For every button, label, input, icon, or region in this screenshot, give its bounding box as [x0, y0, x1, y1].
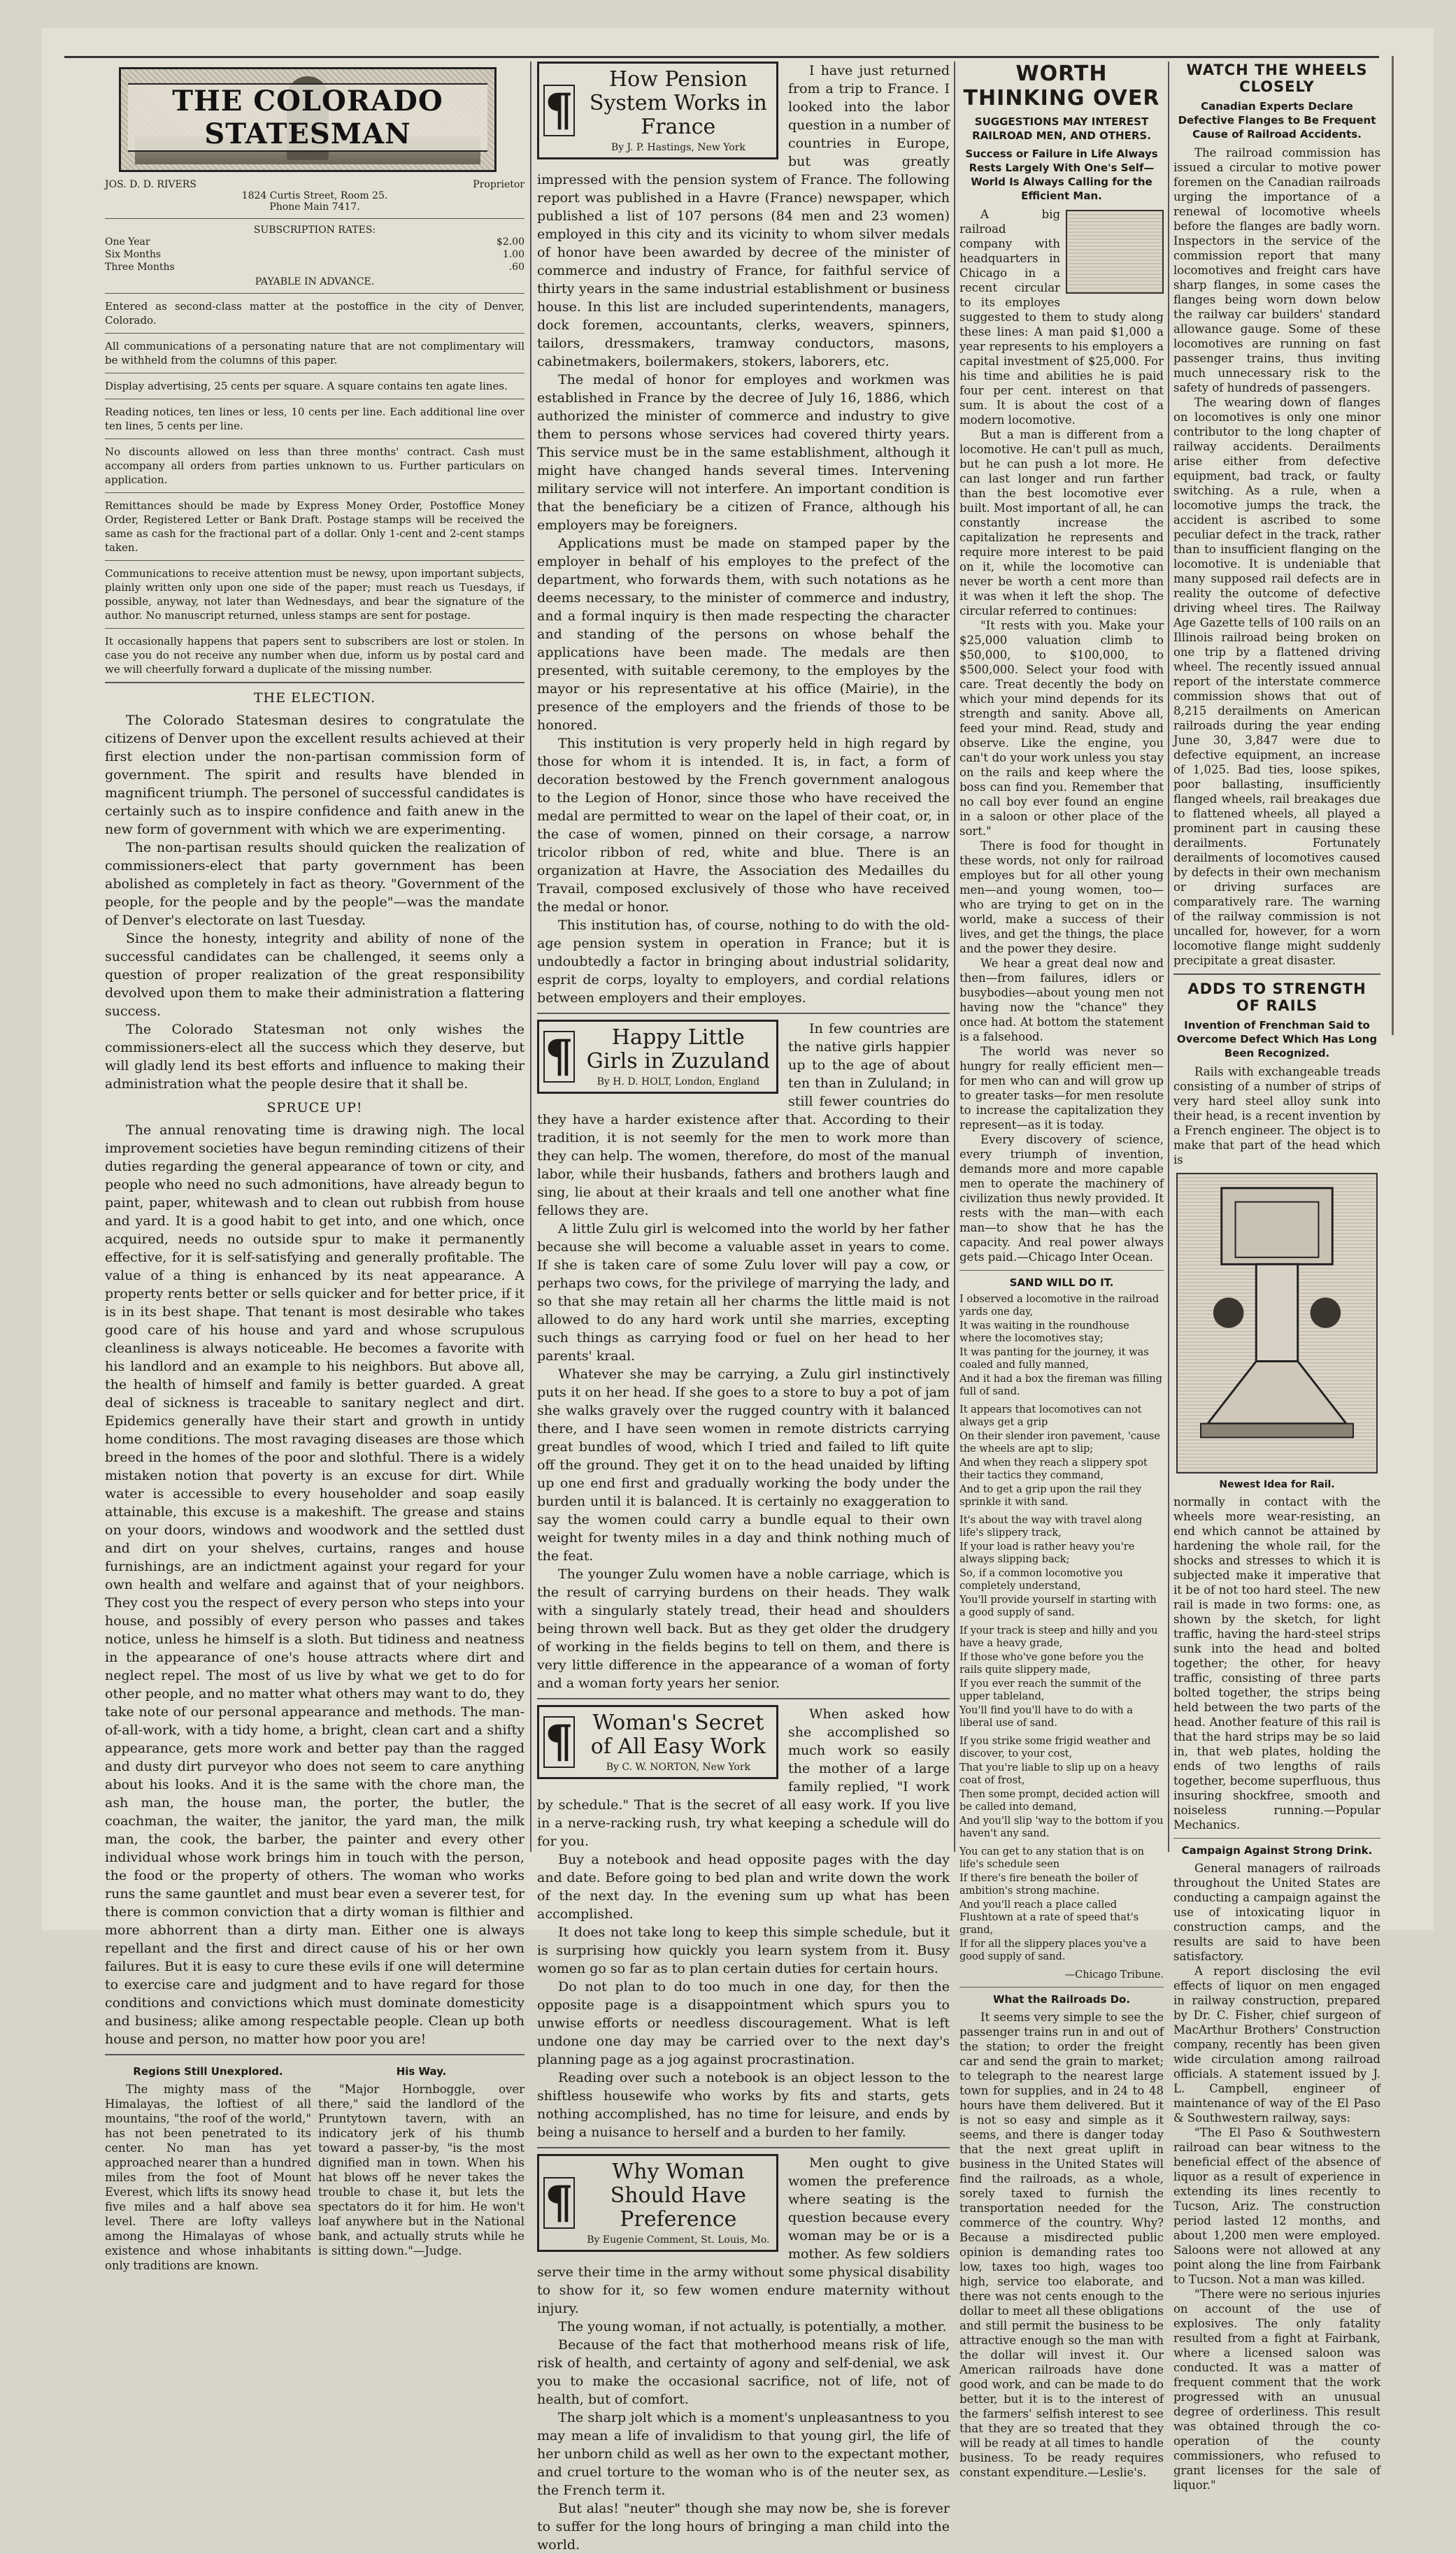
regions-text: The mighty mass of the Himalayas, the loftiest of all mountains, "the roof of the world," has not been penetrated to its center. No man has yet approached nearer than a hundred miles from the foot of Mount Everest, which lifts its snowy head five miles and a half above sea level. There are lofty valleys among the Himalayas of whose existence and whose inhabitants only traditions are known.: [105, 2083, 311, 2272]
preference-title: Why Woman Should Have Preference: [610, 2160, 747, 2232]
poem-line: If for all the slippery places you've a good supply of sand.: [959, 1939, 1147, 1962]
wheels-sub: Canadian Experts Declare Defective Flanges to Be Frequent Cause of Railroad Accidents.: [1178, 100, 1376, 141]
top-rule: [64, 56, 1379, 58]
column-worth: [959, 62, 1164, 2479]
divider: [105, 218, 524, 219]
worth-sub1: SUGGESTIONS MAY INTEREST RAILROAD MEN, AND OTHERS.: [972, 115, 1151, 142]
column-masthead: [105, 62, 524, 2272]
subscription-heading: SUBSCRIPTION RATES:: [253, 224, 376, 236]
preference-paragraph: The sharp jolt which is a moment's unpleasantness to you may mean a life of invalidism to that young girl, the life of her unborn child as well as her own to the expectant mother, and cruel torture to the woman who is of the neuter sex, as the French term it.: [537, 2410, 950, 2498]
drink-paragraph: "The El Paso & Southwestern railroad can bear witness to the beneficial effect of the absence of liquor as a result of experience in extending its lines recently to Tucson, Ariz. The construction period lasted 12 months, and about 1,200 men were employed. Saloons were not allowed at any point along the line from Fairbank to Tucson. Not a man was killed.: [1173, 2126, 1380, 2286]
poem-line: If those who've gone before you the rails quite slippery made,: [959, 1652, 1144, 1676]
publisher-role: Proprietor: [473, 179, 524, 190]
secret-paragraph: It does not take long to keep this simple schedule, but it is surprising how quickly you learn system from it. Busy women go so far as to plan certain duties for certain hours.: [537, 1925, 950, 1976]
election-paragraph: The Colorado Statesman desires to congratulate the citizens of Denver upon the excellent results achieved at their first election under the non-partisan commission form of government. The spirit and results have blended in magnificent triumph. The personel of successful candidates is certainly such as to inspire confidence and faith anew in the new form of government with which we are experimenting.: [105, 713, 524, 837]
zulu-headbox: [537, 1020, 778, 1094]
rail-caption: Newest Idea for Rail.: [1219, 1479, 1335, 1490]
wheels-paragraph: The wearing down of flanges on locomotives is only one minor contributor to the long chapter of railway accidents. Derailments arise either from defective equipment, bad track, or faulty switching. As a rule, when a locomotive jumps the track, the accident is ascribed to some peculiar defect in the track, rather than to insufficient flanging on the locomotive. It is undeniable that many supposed rail defects are in reality the outcome of defective driving wheel tires. The Railway Age Gazette tells of 100 rails on an Illinois railroad being broken on one trip by a flattened driving wheel. The recently issued annual report of the interstate commerce commission shows that out of 8,215 derailments on American railroads during the year ending June 30, 3,847 were due to defective equipment, an increase of 1,025. Bad ties, loose spikes, poor ballasting, insufficiently flanged wheels, rail breakages due to flattened wheels, all played a prominent part in causing these derailments. Fortunately derailments of locomotives caused by defects in their own mechanism or driving surfaces are comparatively rare. The warning of the railway commission is not uncalled for, however, for a worn locomotive flange might suddenly precipitate a great disaster.: [1173, 396, 1380, 967]
sand-heading: SAND WILL DO IT.: [1009, 1276, 1114, 1289]
poem-line: If your load is rather heavy you're always slipping back;: [959, 1541, 1135, 1565]
secret-byline: By C. W. NORTON, New York: [606, 1762, 750, 1773]
page-fold-edge: [1392, 56, 1413, 1035]
payable-notice: PAYABLE IN ADVANCE.: [255, 276, 375, 287]
worth-paragraph: Every discovery of science, every triumph of invention, demands more and more capable men to operate the machinery of civilization thus newly provided. It rests with the man—with each man—to show that he has the capacity. And real power always gets paid.—Chicago Inter Ocean.: [959, 1133, 1164, 1264]
wheels-title: WATCH THE WHEELS CLOSELY: [1186, 62, 1368, 95]
spruce-paragraph: The annual renovating time is drawing nigh. The local improvement societies have begun reminding citizens of their duties regarding the general appearance of town or city, and people who need no such admonitions, have already begun to paint, paper, whitewash and to clean out rubbish from house and yard. It is a good habit to get into, and one which, once acquired, needs no outside spur to make it permanently effective, for it is self-satisfying and generally profitable. The value of a thing is enhanced by its neat appearance. A property rents better or sells quicker and for better price, if it is in its best shape. That tenant is most desirable who takes good care of his house and yard and whose scrupulous cleanliness is always noticeable. He becomes a favorite with his landlord and an example to his neighbors. But above all, the health of himself and family is better guarded. A great deal of sickness is traceable to sanitary neglect and dirt. Epidemics generally have their start and growth in untidy home conditions. The most ravaging diseases are those which breed in the homes of the poor and slothful. There is a widely mistaken notion that poverty is an excuse for dirt. While water is accessible to every householder and soap easily attainable, this excuse is a makeshift. The grease and stains on your doors, windows and woodwork and the settled dust and dirt on your shelves, curtains, ranges and house furnishings, are an indictment against your regard for your own health and welfare and against that of your neighbors. They cost you the respect of every person who steps into your house, and possibly of every person who passes and takes notice, unless he himself is a sloth. But tidiness and neatness in the appearance of one's house attracts where dirt and neglect repel. The most of us live by what we get to do for other people, and no matter what others may want to do, they take note of our personal appearance and methods. The man-of-all-work, with a tidy home, a bright, clean cart and a shifty appearance, gets more work and better pay than the ragged and dusty dirt purveyor who does not seem to care anything about his looks. And it is the same with the chore man, the ash man, the house man, the porter, the butler, the coachman, the waiter, the janitor, the yard man, the milk man, the cook, the barber, the painter and every other individual whose work brings him in touch with the person, the food or the property of others. The woman who works runs the same gauntlet and must bear even a severer test, for there is common conviction that a dirty woman is filthier and more abhorrent than a dirty man. Either one is always repellant and the first and direct cause of his or her own failures. But it is easy to cure these evils if one will determine to exercise care and judgment and to have regard for those conditions and convictions which must dominate domesticity and business; alike among respectable people. Clean up both house and person, no matter how poor you are!: [105, 1122, 524, 2047]
notices: [105, 299, 524, 676]
pension-paragraph: This institution is very properly held in high regard by those for whom it is intended. It is, in fact, a form of decoration bestowed by the French government analogous to the Legion of Honor, since those who have received the medal are permitted to wear on the lapel of their coat, or, in the case of women, pinned on their corsage, a narrow tricolor ribbon of red, white and blue. There is an organization at Havre, the Association des Medailles du Travail, composed exclusively of those who have received the medal or honor.: [537, 736, 950, 915]
divider: [537, 1013, 950, 1014]
column-rule: [1168, 62, 1169, 1852]
election-heading: THE ELECTION.: [253, 690, 376, 706]
pilcrow-icon: ¶: [545, 2176, 573, 2229]
poem-line: —Chicago Tribune.: [1064, 1969, 1164, 1981]
divider: [105, 682, 524, 683]
drink-paragraph: General managers of railroads throughout the United States are conducting a campaign against the use of intoxicating liquor in construction camps, and the results are said to have been satisfactory.: [1173, 1862, 1380, 1963]
worth-paragraph: A big railroad company with headquarters in Chicago in a recent circular to its employes suggested to them to study along these lines: A man paid $1,000 a year represents to his employers a capital investment of $25,000. For his time and abilities he is paid four per cent. interest on that sum. It is about the cost of a modern locomotive.: [959, 208, 1164, 427]
drink-paragraph: "There were no serious injuries on account of the use of explosives. The only fatality resulted from a fight at Fairbank, where a licensed saloon was conducted. It was a matter of frequent comment that the work progressed with an unusual degree of orderliness. This result was obtained through the co-operation of the county commissioners, who refused to grant licenses for the sale of liquor.": [1173, 2288, 1380, 2492]
pilcrow-icon: ¶: [545, 84, 573, 136]
poem-line: And when they reach a slippery spot their tactics they command,: [959, 1457, 1148, 1481]
locomotive-illustration: [1066, 210, 1164, 294]
secret-paragraph: Do not plan to do too much in one day, for then the opposite page is a disappointment which spurs you to unwise efforts or needless discouragement. What is left undone one day may be carried over to the next day's planning page as a jog against procrastination.: [537, 1979, 950, 2067]
railroads-text: It seems very simple to see the passenger trains run in and out of the station; to order the freight car and send the grain to market; to telegraph to the nearest large town for supplies, and in 24 to 48 hours have them delivered. But it is not so easy and simple as it seems, and there is danger today that the next great uplift in business in the United States will find the railroads, as a whole, sorely taxed to furnish the transportation needed for the commerce of the country. Why? Because a misdirected public opinion is demanding rates too low, taxes too high, wages too high, service too elaborate, and there was not cents enough to the dollar to meet all these obligations and still permit the business to be attractive enough so the man with the dollar will invest it. Our American railroads have done good work, and can be made to do better, but it is to the interest of the farmers' selfish interest to see that they are so treated that they will be ready at all times to handle business. To be ready requires constant expenditure.—Leslie's.: [959, 2011, 1164, 2479]
poem-line: It appears that locomotives can not always get a grip: [959, 1404, 1142, 1428]
rails-sub: Invention of Frenchman Said to Overcome Defect Which Has Long Been Recognized.: [1176, 1019, 1378, 1060]
sand-poem: [959, 1293, 1164, 1981]
poem-line: So, if a common locomotive you completely understand,: [959, 1568, 1123, 1592]
zulu-title: Happy Little Girls in Zuzuland: [586, 1025, 770, 1073]
poem-line: And to get a grip upon the rail they sprinkle it with sand.: [959, 1484, 1142, 1508]
rails-title: ADDS TO STRENGTH OF RAILS: [1187, 980, 1366, 1014]
pilcrow-icon: ¶: [545, 1030, 573, 1083]
preference-paragraph: But alas! "neuter" though she may now be, she is forever to suffer for the long hours of bringing a man child into the world.: [537, 2501, 950, 2553]
pension-paragraph: I have just returned from a trip to France. I looked into the labor question in a number of countries in Europe, but was greatly impressed with the pension system of France. The following report was published in a Havre (France) newspaper, which published a list of 107 persons (84 men and 23 women) employed in this city and its vicinity to whom silver medals of honor have been awarded by decree of the minister of commerce and industry of France, for faithful service of thirty years in the same industrial establishment or business house. In this list are included superintendents, managers, dock foremen, accountants, clerks, weavers, spinners, tailors, dressmakers, tramway conductors, masons, cabinetmakers, boilermakers, stokers, laborers, etc.: [537, 63, 950, 369]
poem-line: I observed a locomotive in the railroad yards one day,: [959, 1294, 1159, 1318]
divider: [1173, 1838, 1380, 1839]
secret-headbox: [537, 1705, 778, 1779]
zulu-paragraph: The younger Zulu women have a noble carriage, which is the result of carrying burdens on their heads. They walk with a singularly stately tread, their head and shoulders being thrown well back. But as they get older the drudgery of working in the fields begins to tell on them, and there is very little difference in the appearance of a woman of forty and a woman forty years her senior.: [537, 1567, 950, 1691]
worth-paragraph: We hear a great deal now and then—from failures, idlers or busybodies—about young men not having now the "chance" they once had. At bottom the statement is a falsehood.: [959, 957, 1164, 1043]
election-paragraph: The Colorado Statesman not only wishes the commissioners-elect all the success which they deserve, but will gladly lend its best efforts and influence to making their administration what the people desire that it shall be.: [105, 1022, 524, 1092]
notice-item: No discounts allowed on less than three months' contract. Cash must accompany all orders from parties unknown to us. Further particulars on application.: [105, 445, 524, 486]
column-rule: [954, 62, 955, 1852]
rails-intro: Rails with exchangeable treads consisting of a number of strips of very hard steel alloy sunk into their head, is a recent invention by a French engineer. The object is to make that part of the head which is: [1173, 1065, 1380, 1167]
notice-item: Entered as second-class matter at the postoffice in the city of Denver, Colorado.: [105, 300, 524, 327]
poem-line: That you're liable to slip up on a heavy coat of frost,: [959, 1762, 1159, 1786]
publisher-line: [105, 179, 524, 190]
hisway-heading: His Way.: [396, 2065, 447, 2078]
poem-line: If there's fire beneath the boiler of ambition's strong machine.: [959, 1873, 1138, 1897]
rail-diagram-icon: [1178, 1174, 1376, 1472]
pension-paragraph: The medal of honor for employes and workmen was established in France by the decree of July 16, 1886, which authorized the minister of commerce and industry to give them to persons whose services had covered thirty years. This service must be in the same establishment, although it might have changed hands several times. Intervening military service will not interfere. An important condition is that the beneficiary be a citizen of France, although his employers may be foreigners.: [537, 372, 950, 533]
poem-line: And you'll reach a place called Flushtown at a rate of speed that's grand,: [959, 1899, 1139, 1936]
regions-heading: Regions Still Unexplored.: [133, 2065, 283, 2078]
preference-paragraph: The young woman, if not actually, is potentially, a mother.: [558, 2319, 947, 2334]
divider: [105, 293, 524, 294]
election-paragraph: The non-partisan results should quicken the realization of commissioners-elect that party government has been abolished as completely in fact as theory. "Government of the people, for the people and by the people"—was the mandate of Denver's electorate on last Tuesday.: [105, 840, 524, 928]
worth-paragraph: The world was never so hungry for really efficient men—for men who can and will grow up to greater tasks—for men resolute to increase the capitalization they represent—as it is today.: [959, 1045, 1164, 1132]
divider: [537, 2147, 950, 2148]
masthead-title: THE COLORADO STATESMAN: [128, 83, 487, 152]
poem-line: If you ever reach the summit of the upper tableland,: [959, 1678, 1141, 1702]
zulu-paragraph: In few countries are the native girls happier up to the age of about ten than in Zululand; in still fewer countries do they have a harder existence after that. According to their tradition, it is not seemly for the men to work more than they can help. The women, therefore, do most of the manual labor, while their husbands, fathers and brothers laugh and sing, lie about at their kraals and tell one another what fine fellows they are.: [537, 1021, 950, 1218]
bottom-shorts: [105, 2061, 524, 2273]
drink-heading: Campaign Against Strong Drink.: [1181, 1844, 1373, 1857]
poem-line: On their slender iron pavement, 'cause the wheels are apt to slip;: [959, 1431, 1160, 1455]
notice-item: Display advertising, 25 cents per square. A square contains ten agate lines.: [105, 380, 508, 392]
zulu-byline: By H. D. HOLT, London, England: [597, 1076, 760, 1087]
worth-paragraph: But a man is different from a locomotive. He can't pull as much, but he can push a lot more. He can last longer and run farther than the best locomotive ever built. Most important of all, he can constantly increase the capitalization he represents and require more interest to be paid on it, while the locomotive can never be worth a cent more than it was when it left the shop. The circular referred to continues:: [959, 428, 1164, 618]
secret-paragraph: Reading over such a notebook is an object lesson to the shiftless housewife who works by fits and starts, gets nothing accomplished, has no time for leisure, and ends by being a nuisance to herself and a burden to her family.: [537, 2070, 950, 2140]
poem-line: You'll find you'll have to do with a liberal use of sand.: [959, 1705, 1133, 1729]
secret-paragraph: When asked how she accomplished so much work so easily the mother of a large family replied, "I work by schedule." That is the secret of all easy work. If you live in a nerve-racking rush, try what keeping a schedule will do for you.: [537, 1706, 950, 1849]
publisher-address: 1824 Curtis Street, Room 25.: [241, 190, 388, 201]
poem-line: It's about the way with travel along life's slippery track,: [959, 1515, 1143, 1539]
divider: [105, 2054, 524, 2055]
poem-line: If your track is steep and hilly and you have a heavy grade,: [959, 1625, 1158, 1649]
secret-paragraph: Buy a notebook and head opposite pages with the day and date. Before going to bed plan and write down the work of the next day. In the evening sum up what has been accomplished.: [537, 1852, 950, 1922]
rails-text: normally in contact with the wheels more wear-resisting, an end which cannot be attained by hardening the whole rail, for the shocks and stresses to which it is subjected make it imperative that it be of not too hard steel. The new rail is made in two forms: one, as shown by the sketch, for light traffic, having the hard-steel strips sunk into the head and bolted together; the other, for heavy traffic, consisting of three parts bolted together, the strips being held between the two parts of the head. Another feature of this rail is that the hard strips may be so laid in, that web plates, holding the ends of two lengths of rails together, become superfluous, thus insuring shockfree, smooth and noiseless running.—Popular Mechanics.: [1173, 1495, 1380, 1832]
preference-byline: By Eugenie Comment, St. Louis, Mo.: [587, 2234, 770, 2246]
poem-line: If you strike some frigid weather and discover, to your cost,: [959, 1736, 1151, 1760]
column-features: [537, 62, 950, 2553]
worth-sub2: Success or Failure in Life Always Rests Largely With One's Self—World Is Always Calling for the Efficient Man.: [965, 148, 1158, 202]
worth-title: WORTH THINKING OVER: [963, 62, 1160, 110]
notice-item: All communications of a personating nature that are not complimentary will be withheld from the columns of this paper.: [105, 340, 524, 366]
column-rails: [1173, 62, 1380, 2492]
poem-line: It was panting for the journey, it was coaled and fully manned,: [959, 1347, 1149, 1371]
poem-line: You can get to any station that is on life's schedule seen: [959, 1846, 1145, 1870]
divider: [1173, 973, 1380, 975]
pension-paragraph: Applications must be made on stamped paper by the employer in behalf of his employes to the prefect of the department, who forwards them, with such notations as he deems necessary, to the minister of commerce and industry, and a formal inquiry is then made respecting the character and standing of the persons on whose behalf the applications have been made. The medals are then presented, with suitable ceremony, to the employes by the mayor or his representative at his office (Mairie), in the presence of the employers and the friends of those to be honored.: [537, 536, 950, 733]
rate-row: Six Months 1.00: [105, 249, 524, 260]
election-paragraph: Since the honesty, integrity and ability of none of the successful candidates can be challenged, it seems only a question of proper realization of the great responsibility devolved upon them to make their administration a flattering success.: [105, 931, 524, 1019]
notice-item: Remittances should be made by Express Money Order, Postoffice Money Order, Registered Letter or Bank Draft. Postage stamps will be received the same as cash for the fractional part of a dollar. Only 1-cent and 2-cent stamps taken.: [105, 499, 524, 554]
rail-illustration: [1176, 1173, 1378, 1474]
worth-paragraph: There is food for thought in these words, not only for railroad employes but for all other young men—and young women, too—who are trying to get on in the world, make a success of their lives, and get the things, the place and the power they desire.: [959, 839, 1164, 955]
poem-line: And it had a box the fireman was filling full of sand.: [959, 1374, 1162, 1397]
column-rule: [530, 62, 531, 1852]
pension-title: How Pension System Works in France: [589, 67, 767, 139]
publisher-name: JOS. D. D. RIVERS: [105, 179, 197, 190]
rate-row: Three Months .60: [105, 262, 524, 273]
preference-headbox: [537, 2154, 778, 2252]
notice-item: Reading notices, ten lines or less, 10 cents per line. Each additional line over ten lines, 5 cents per line.: [105, 406, 524, 432]
zulu-paragraph: A little Zulu girl is welcomed into the world by her father because she will become a valuable asset in years to come. If she is taken care of some Zulu lover will pay a cow, or perhaps two cows, for the privilege of marrying the lady, and so that she may retain all her charms the little maid is not allowed to do any hard work until she marries, excepting such things as carrying food or fuel on her head to her parents' kraal.: [537, 1221, 950, 1364]
divider: [959, 1270, 1164, 1271]
pension-byline: By J. P. Hastings, New York: [611, 142, 745, 153]
rate-row: One Year $2.00: [105, 236, 524, 248]
subscription-rates: [105, 236, 524, 273]
worth-paragraph: "It rests with you. Make your $25,000 valuation climb to $50,000, to $100,000, to $500,000. Select your food with care. Treat decently the body on which your mind depends for its strength and sanity. Above all, feed your mind. Read, study and observe. Like the engine, you can't do your work unless you stay on the rails and keep where the boss can find you. Remember that no call boy ever found an engine in a saloon or other place of the sort.": [959, 619, 1164, 838]
poem-line: And you'll slip 'way to the bottom if you haven't any sand.: [959, 1815, 1164, 1839]
zulu-paragraph: Whatever she may be carrying, a Zulu girl instinctively puts it on her head. If she goes to a store to buy a pot of jam she walks gravely over the rugged country with it balanced there, and I have seen women in remote districts carrying great bundles of wood, which I tried and failed to lift quite off the ground. They get it on to the head unaided by lifting up one end first and gradually working the body under the burden until it is balanced. It is certainly no exaggeration to say the women could carry a bundle equal to their own weight for twenty miles in a day and think nothing much of the feat.: [537, 1367, 950, 1564]
preference-paragraph: Men ought to give women the preference where seating is the question because every woman may be or is a mother. As few soldiers serve their time in the army without some physical disability to show for it, so few women endure maternity without injury.: [537, 2155, 950, 2316]
pension-headbox: [537, 62, 778, 159]
notice-item: Communications to receive attention must be newsy, upon important subjects, plainly written only upon one side of the paper; must reach us Tuesdays, if possible, anyway, not later than Wednesdays, and bear the signature of the author. No manuscript returned, unless stamps are sent for postage.: [105, 567, 524, 622]
poem-line: You'll provide yourself in starting with a good supply of sand.: [959, 1595, 1157, 1618]
pilcrow-icon: ¶: [545, 1715, 573, 1768]
divider: [959, 1987, 1164, 1988]
divider: [537, 1698, 950, 1699]
notice-item: It occasionally happens that papers sent to subscribers are lost or stolen. In case you do not receive any number when due, inform us by postal card and we will cheerfully forward a duplicate of the missing number.: [105, 635, 524, 676]
masthead: [119, 67, 497, 172]
wheels-paragraph: The railroad commission has issued a circular to motive power foremen on the Canadian railroads urging the importance of a renewal of locomotive wheels before the flanges are badly worn. Inspectors in the service of the commission report that many locomotives and freight cars have sharp flanges, in some cases the flanges being worn down below the railway car builders' standard allowance gauge. Some of these locomotives are running on fast passenger trains, thus inviting much unnecessary risk to the safety of hundreds of passengers.: [1173, 146, 1380, 394]
railroads-heading: What the Railroads Do.: [992, 1993, 1131, 2006]
pension-paragraph: This institution has, of course, nothing to do with the old-age pension system in operation in France; but it is undoubtedly a factor in bringing about industrial solidarity, esprit de corps, loyalty to employers, and cordial relations between employers and their employes.: [537, 918, 950, 1006]
secret-title: Woman's Secret of All Easy Work: [590, 1711, 766, 1759]
hisway-text: "Major Hornboggle, over there," said the landlord of the Pruntytown tavern, with an indicatory jerk of his thumb toward a passer-by, "is the most dignified man in town. When his hat blows off he never takes the trouble to chase it, but lets the spectators do it for him. He won't loaf anywhere but in the National bank, and actually struts while he is sitting down."—Judge.: [318, 2083, 524, 2257]
poem-line: Then some prompt, decided action will be called into demand,: [959, 1789, 1160, 1813]
poem-line: It was waiting in the roundhouse where the locomotives stay;: [959, 1320, 1129, 1344]
spruce-heading: SPRUCE UP!: [266, 1100, 363, 1115]
drink-paragraph: A report disclosing the evil effects of liquor on men engaged in railway construction, prepared by Dr. C. Fisher, chief surgeon of MacArthur Brothers' Construction company, recently has been given wide circulation among railroad officials. A statement issued by J. L. Campbell, engineer of maintenance of way of the El Paso & Southwestern railway, says:: [1173, 1964, 1380, 2125]
preference-paragraph: Because of the fact that motherhood means risk of life, risk of health, and certainty of agony and self-denial, we ask you to make the occasional sacrifice, not of life, not of health, but of comfort.: [537, 2337, 950, 2407]
publisher-phone: Phone Main 7417.: [269, 201, 360, 213]
